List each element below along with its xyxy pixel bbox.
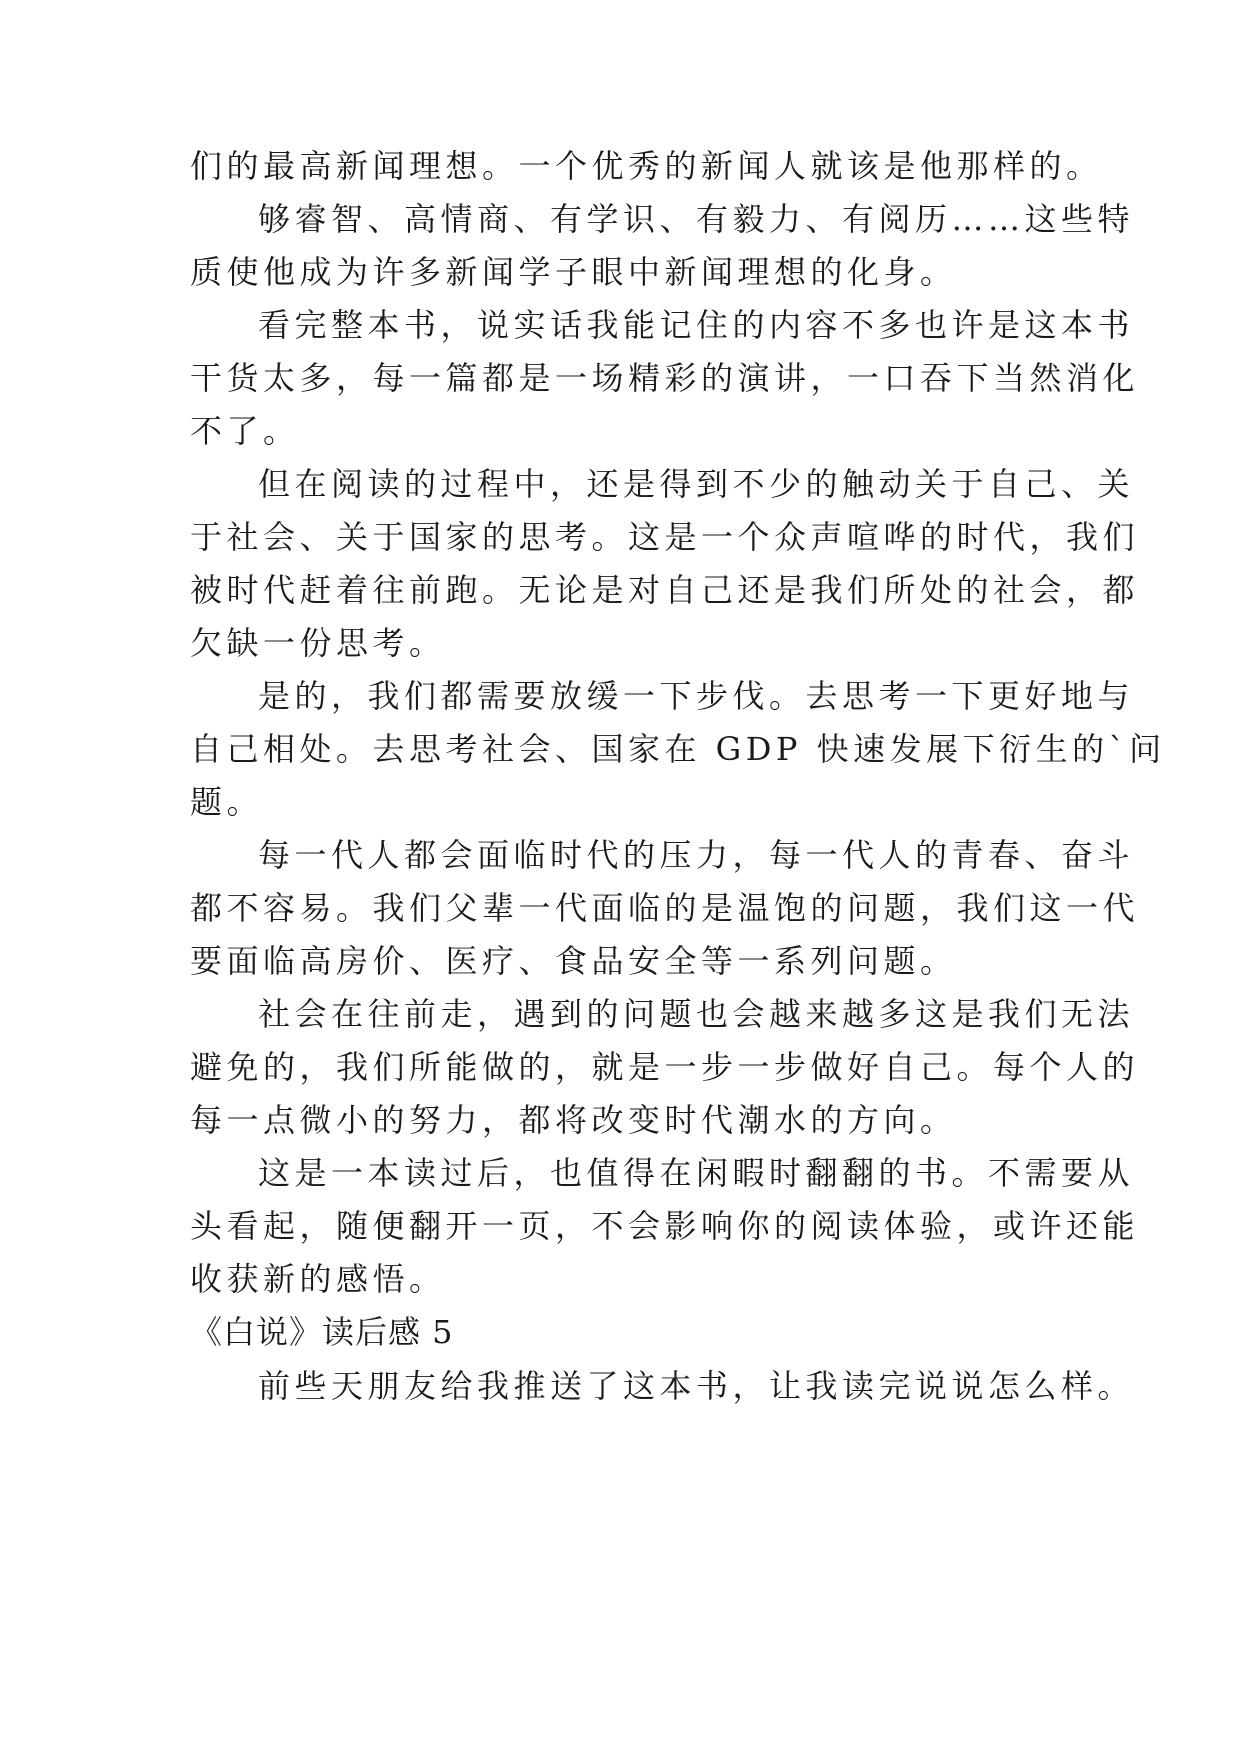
paragraph-line: 看完整本书，说实话我能记住的内容不多也许是这本书 bbox=[258, 306, 1135, 344]
paragraph-line: 收获新的感悟。 bbox=[190, 1260, 446, 1298]
paragraph-line: 头看起，随便翻开一页，不会影响你的阅读体验，或许还能 bbox=[190, 1207, 1140, 1245]
section-heading: 《白说》读后感 5 bbox=[190, 1313, 454, 1351]
paragraph-line: 干货太多，每一篇都是一场精彩的演讲，一口吞下当然消化 bbox=[190, 359, 1140, 397]
paragraph-line: 都不容易。我们父辈一代面临的是温饱的问题，我们这一代 bbox=[190, 889, 1140, 927]
paragraph-line: 但在阅读的过程中，还是得到不少的触动关于自己、关 bbox=[258, 465, 1135, 503]
paragraph-line: 于社会、关于国家的思考。这是一个众声喧哗的时代，我们 bbox=[190, 518, 1140, 556]
paragraph-line: 题。 bbox=[190, 783, 264, 821]
paragraph-line: 自己相处。去思考社会、国家在 GDP 快速发展下衍生的`问 bbox=[190, 730, 1166, 768]
paragraph-line: 够睿智、高情商、有学识、有毅力、有阅历……这些特 bbox=[258, 200, 1135, 238]
paragraph-line: 欠缺一份思考。 bbox=[190, 624, 446, 662]
paragraph-line: 这是一本读过后，也值得在闲暇时翻翻的书。不需要从 bbox=[258, 1154, 1135, 1192]
paragraph-line: 要面临高房价、医疗、食品安全等一系列问题。 bbox=[190, 942, 957, 980]
paragraph-line: 前些天朋友给我推送了这本书，让我读完说说怎么样。 bbox=[258, 1367, 1135, 1405]
paragraph-line: 不了。 bbox=[190, 412, 300, 450]
paragraph-line: 是的，我们都需要放缓一下步伐。去思考一下更好地与 bbox=[258, 677, 1135, 715]
paragraph-line: 们的最高新闻理想。一个优秀的新闻人就该是他那样的。 bbox=[190, 147, 1103, 185]
paragraph-line: 质使他成为许多新闻学子眼中新闻理想的化身。 bbox=[190, 253, 957, 291]
paragraph-line: 避免的，我们所能做的，就是一步一步做好自己。每个人的 bbox=[190, 1048, 1140, 1086]
paragraph-line: 被时代赶着往前跑。无论是对自己还是我们所处的社会，都 bbox=[190, 571, 1140, 609]
paragraph-line: 社会在往前走，遇到的问题也会越来越多这是我们无法 bbox=[258, 995, 1135, 1033]
paragraph-line: 每一点微小的努力，都将改变时代潮水的方向。 bbox=[190, 1101, 957, 1139]
paragraph-line: 每一代人都会面临时代的压力，每一代人的青春、奋斗 bbox=[258, 836, 1135, 874]
